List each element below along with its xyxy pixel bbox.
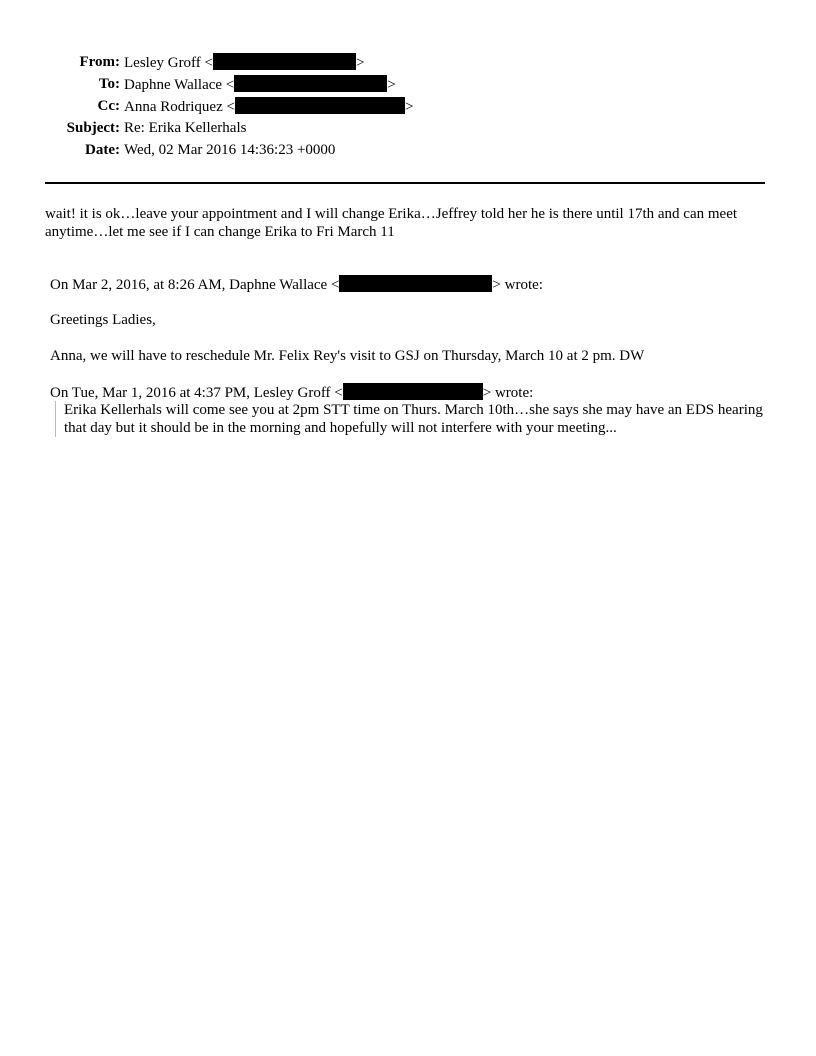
quote2-intro-after: > wrote: xyxy=(482,385,534,401)
message-body: wait! it is ok…leave your appointment and I will change Erika…Jeffrey told her he is there until 17th and can meet anytime…let me see if I can change Erika to Fri March 11 xyxy=(45,206,738,240)
date-row xyxy=(0,141,816,163)
quote1-intro-after: > wrote: xyxy=(492,277,543,293)
email-header xyxy=(0,53,816,163)
quote2-intro-before: On Tue, Mar 1, 2016 at 4:37 PM, Lesley Groff < xyxy=(50,385,343,401)
to-value xyxy=(124,75,396,94)
date-value: Wed, 02 Mar 2016 14:36:23 +0000 xyxy=(124,142,336,158)
to-label: To: xyxy=(98,76,120,92)
quote1-intro xyxy=(50,275,770,294)
redacted-email xyxy=(235,97,405,114)
header-divider xyxy=(45,182,765,184)
quote2-intro xyxy=(50,383,770,402)
subject-value: Re: Erika Kellerhals xyxy=(124,120,247,136)
redacted-email xyxy=(213,53,356,70)
quote1-greeting: Greetings Ladies, xyxy=(50,312,156,328)
from-row xyxy=(0,53,816,75)
redacted-email xyxy=(343,383,483,400)
subject-row xyxy=(0,119,816,141)
to-close: > xyxy=(387,77,396,93)
from-close: > xyxy=(356,55,365,71)
from-name: Lesley Groff < xyxy=(124,55,213,71)
to-row xyxy=(0,75,816,97)
quote1-message: Anna, we will have to reschedule Mr. Felix Rey's visit to GSJ on Thursday, March 10 at 2 pm. DW xyxy=(50,348,645,364)
cc-close: > xyxy=(404,99,414,115)
cc-name: Anna Rodriquez < xyxy=(124,99,235,115)
from-value xyxy=(124,53,364,72)
cc-value xyxy=(124,97,413,116)
to-name: Daphne Wallace < xyxy=(124,77,235,93)
cc-row xyxy=(0,97,816,119)
cc-label: Cc: xyxy=(97,98,120,114)
quote2-message: Erika Kellerhals will come see you at 2pm STT time on Thurs. March 10th…she says she may have an EDS hearing that day but it should be in the morning and hopefully will not interfere with your meeting... xyxy=(55,401,769,437)
subject-label: Subject: xyxy=(66,120,120,136)
quote1-intro-before: On Mar 2, 2016, at 8:26 AM, Daphne Wallace < xyxy=(50,277,340,293)
redacted-email xyxy=(339,275,492,292)
redacted-email xyxy=(234,75,387,92)
date-label: Date: xyxy=(85,142,120,158)
from-label: From: xyxy=(79,54,120,70)
